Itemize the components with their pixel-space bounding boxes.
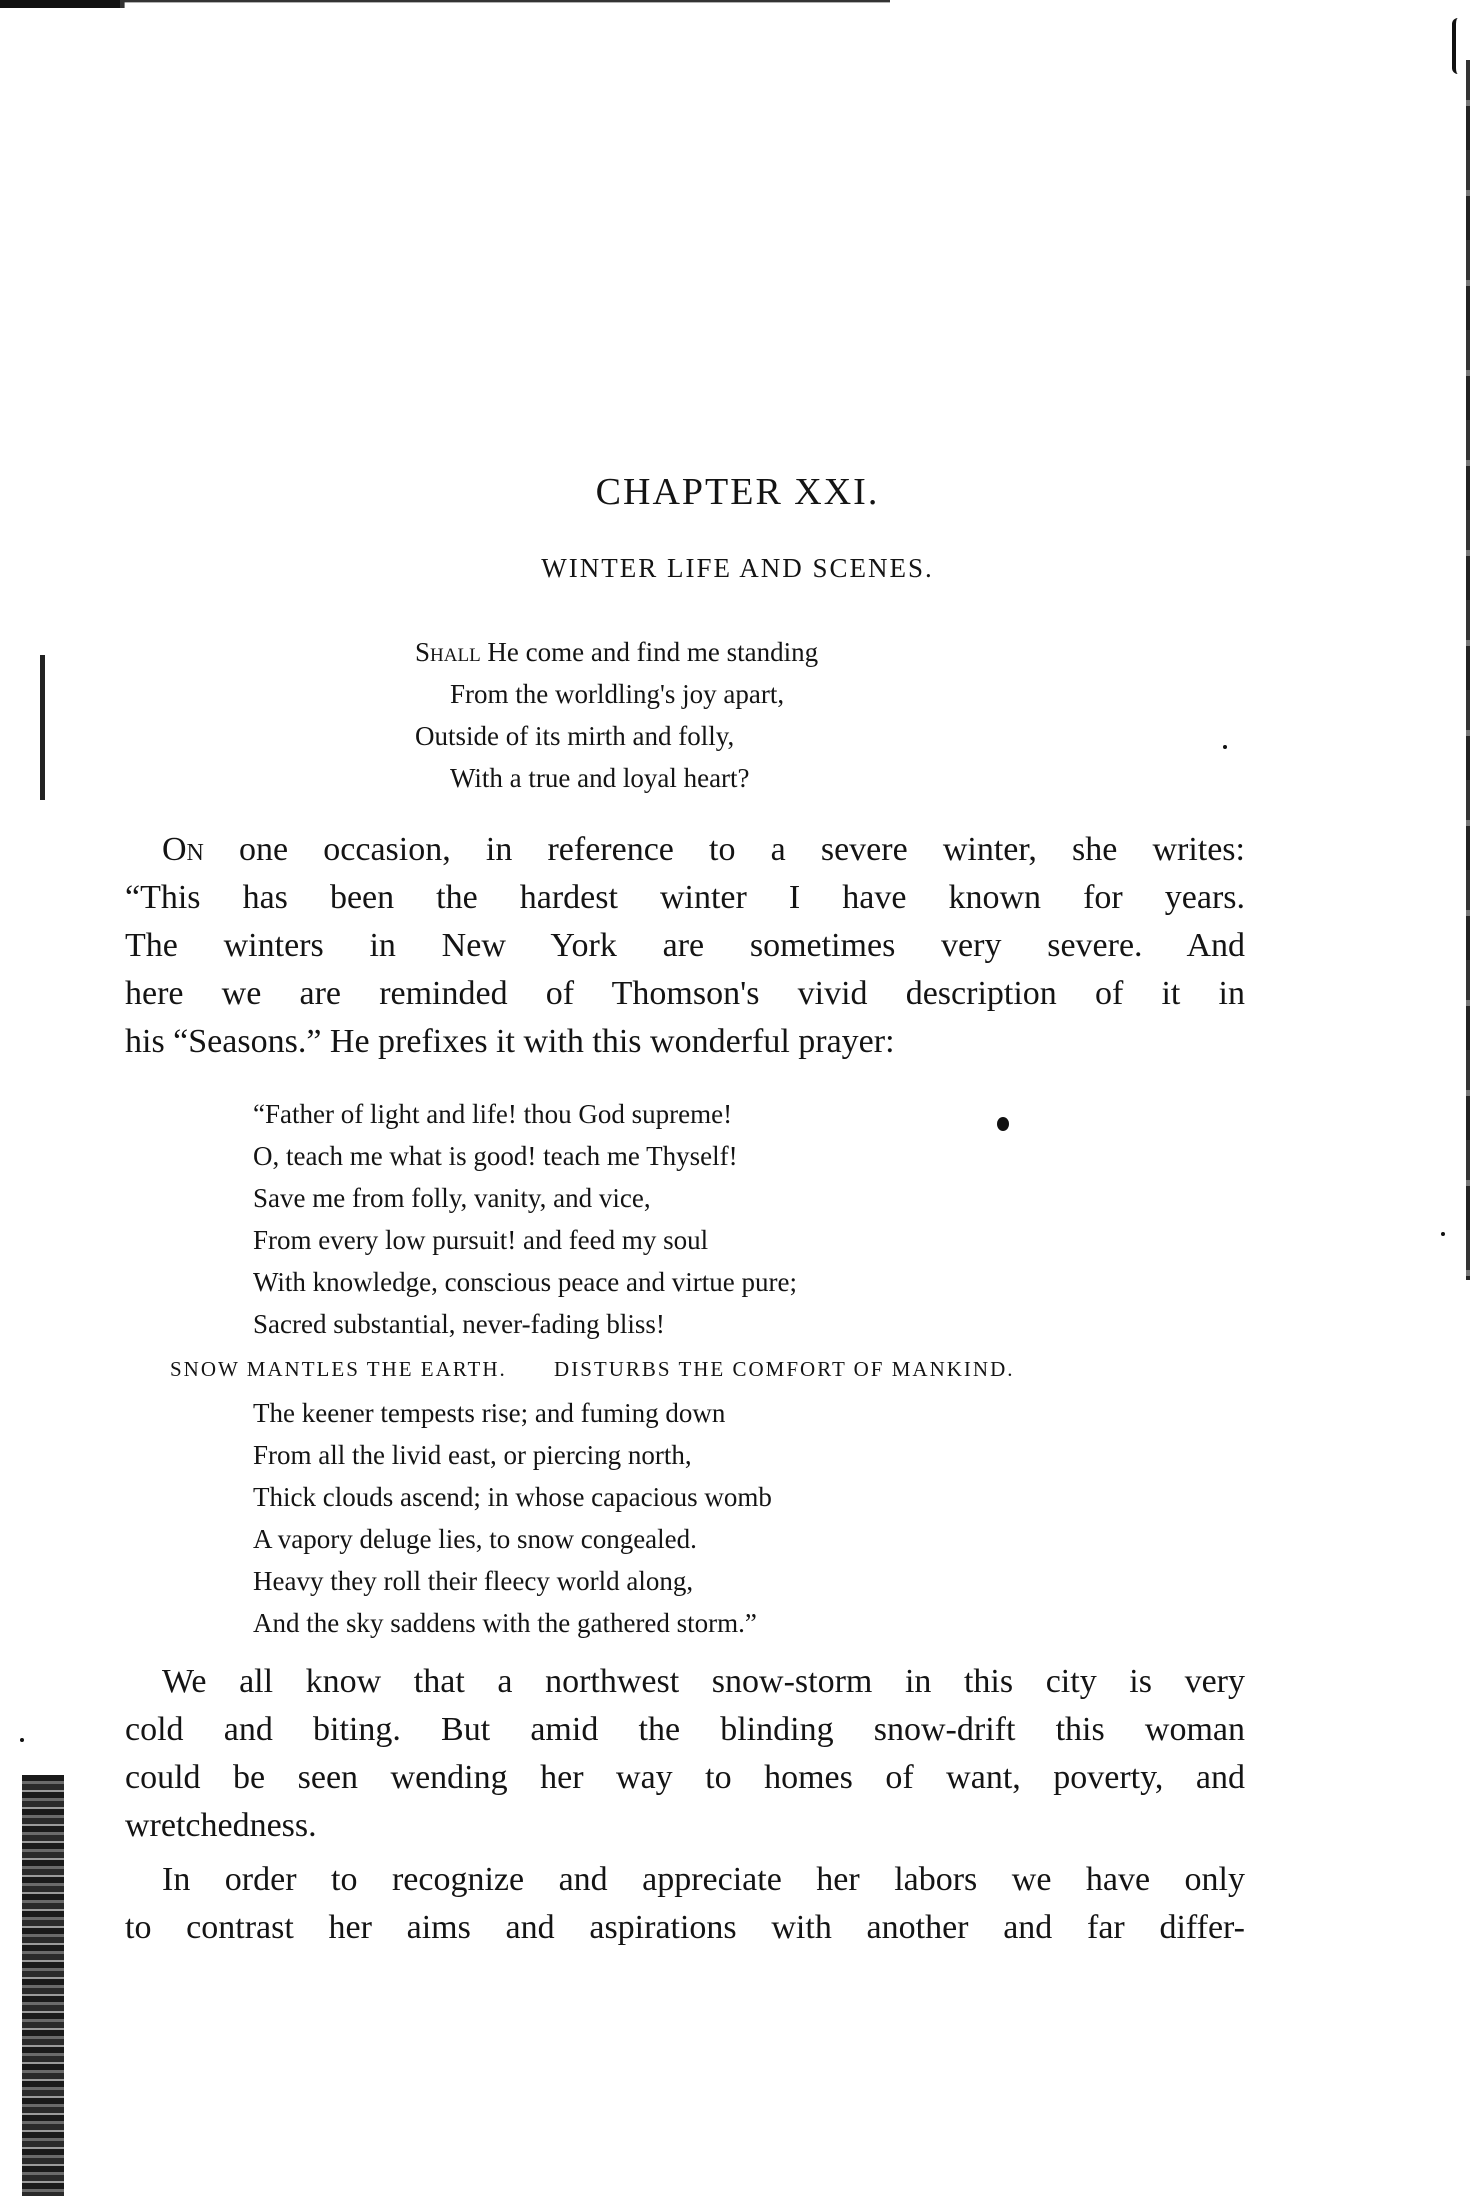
side-heading-right: DISTURBS THE COMFORT OF MANKIND. bbox=[554, 1357, 1015, 1381]
epigraph-line: Outside of its mirth and folly, bbox=[415, 721, 735, 751]
epigraph bbox=[415, 631, 818, 799]
poem-line: With knowledge, conscious peace and virtue pure; bbox=[253, 1267, 797, 1297]
poem-line: From all the livid east, or piercing north, bbox=[253, 1440, 692, 1470]
epigraph-line: With a true and loyal heart? bbox=[450, 763, 750, 793]
poem-line: And the sky saddens with the gathered storm.” bbox=[253, 1608, 757, 1638]
paragraph-line: to contrast her aims and aspirations with another and far differ- bbox=[125, 1909, 1245, 1946]
paragraph-line: cold and biting. But amid the blinding snow-drift this woman bbox=[125, 1711, 1245, 1748]
chapter-subtitle: WINTER LIFE AND SCENES. bbox=[541, 553, 934, 583]
poem-line: A vapory deluge lies, to snow congealed. bbox=[253, 1524, 697, 1554]
scan-ink-blot bbox=[997, 1117, 1009, 1131]
body-paragraph bbox=[125, 1856, 1245, 1952]
paragraph-line: The winters in New York are sometimes very severe. And bbox=[125, 927, 1245, 964]
paragraph-line bbox=[125, 826, 1245, 874]
quoted-poem bbox=[253, 1093, 797, 1345]
epigraph-lead: Shall bbox=[415, 637, 481, 667]
scan-left-bar bbox=[40, 655, 45, 800]
poem-line: Sacred substantial, never-fading bliss! bbox=[253, 1309, 665, 1339]
scan-left-strip bbox=[22, 1775, 64, 2196]
poem-line: Thick clouds ascend; in whose capacious womb bbox=[253, 1482, 772, 1512]
scan-right-edge bbox=[1466, 60, 1470, 1280]
scan-speck bbox=[20, 1738, 24, 1742]
side-heading bbox=[170, 1357, 1200, 1382]
poem-line: Heavy they roll their fleecy world along, bbox=[253, 1566, 694, 1596]
epigraph-line-text: He come and find me standing bbox=[480, 637, 819, 667]
chapter-title: CHAPTER XXI. bbox=[595, 471, 880, 513]
paragraph-line: here we are reminded of Thomson's vivid description of it in bbox=[125, 975, 1245, 1012]
epigraph-line bbox=[415, 631, 818, 673]
paragraph-line: In order to recognize and appreciate her labors we have only bbox=[162, 1861, 1245, 1898]
body-paragraph bbox=[125, 1658, 1245, 1850]
epigraph-line: From the worldling's joy apart, bbox=[450, 679, 785, 709]
paragraph-line-text: one occasion, in reference to a severe winter, she writes: bbox=[203, 831, 1245, 868]
scan-speck bbox=[1223, 745, 1227, 749]
body-paragraph bbox=[125, 826, 1245, 1066]
poem-line: From every low pursuit! and feed my soul bbox=[253, 1225, 709, 1255]
paragraph-line: We all know that a northwest snow-storm in this city is very bbox=[162, 1663, 1245, 1700]
paragraph-lead: On bbox=[162, 831, 204, 868]
scan-top-rule bbox=[0, 0, 890, 8]
paragraph-line: could be seen wending her way to homes of want, poverty, and bbox=[125, 1759, 1245, 1796]
paragraph-line: wretchedness. bbox=[125, 1807, 317, 1844]
side-heading-left: SNOW MANTLES THE EARTH. bbox=[170, 1357, 507, 1381]
scan-speck bbox=[1441, 1232, 1445, 1236]
quoted-poem bbox=[253, 1392, 772, 1644]
poem-line: O, teach me what is good! teach me Thyself! bbox=[253, 1141, 738, 1171]
paragraph-line: “This has been the hardest winter I have known for years. bbox=[125, 879, 1245, 916]
poem-line: “Father of light and life! thou God supreme! bbox=[253, 1099, 733, 1129]
scan-margin-mark bbox=[1452, 18, 1464, 74]
poem-line: The keener tempests rise; and fuming down bbox=[253, 1398, 726, 1428]
poem-line: Save me from folly, vanity, and vice, bbox=[253, 1183, 651, 1213]
paragraph-line: his “Seasons.” He prefixes it with this wonderful prayer: bbox=[125, 1023, 895, 1060]
